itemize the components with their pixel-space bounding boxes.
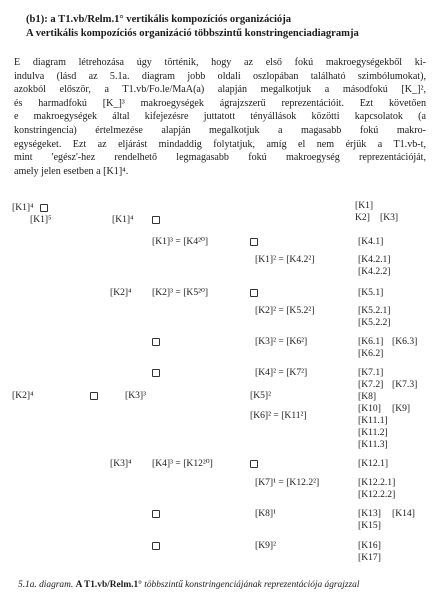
diagram-node: [K11.1] — [358, 415, 388, 426]
caption-text: többszintű konstringenciájának reprezentációja ágrajzzal — [144, 580, 360, 590]
paragraph-line: e makroegységek által kifejezésre juttatott tényállások közötti kapcsolatok (a — [14, 111, 426, 123]
diagram-node: [K9]² — [255, 540, 276, 551]
diagram-node: [K12.1] — [358, 458, 389, 469]
diagram-node: [K5.1] — [358, 287, 384, 298]
paragraph-line: azokból először, a T1.vb/Fo.le/MaA(a) alapján megalkotjuk a másodfokú [K_]², — [14, 84, 426, 96]
diagram-node: [K4.1] — [358, 236, 384, 247]
diagram-node: [K2]² = [K5.2²] — [255, 305, 315, 316]
diagram-node: [K6.2] — [358, 348, 384, 359]
diagram-node: K2] — [355, 212, 370, 223]
diagram-node: [K16] — [358, 540, 381, 551]
branch-box — [40, 202, 48, 213]
branch-box — [152, 367, 160, 378]
branch-box — [152, 214, 160, 225]
diagram-node: [K2]³ = [K5²⁰] — [152, 287, 209, 298]
diagram-node: [K4]³ = [K12²⁰] — [152, 458, 213, 469]
diagram-node: [K3]³ — [125, 390, 146, 401]
diagram-node: [K11.3] — [358, 439, 388, 450]
diagram-node: [K12.2.2] — [358, 489, 396, 500]
branch-box — [152, 508, 160, 519]
diagram-node: [K9] — [392, 403, 411, 414]
diagram-node: [K8]¹ — [255, 508, 276, 519]
diagram-node: [K13] — [358, 508, 381, 519]
diagram-node: [K4.2.2] — [358, 266, 391, 277]
branch-box — [250, 458, 258, 469]
paragraph-line: egységeket. Ezt az eljárást mindaddig folytatjuk, amíg el nem érjük a T1.vb-t, — [14, 138, 426, 150]
body-paragraph — [14, 56, 426, 178]
branch-box — [152, 336, 160, 347]
branch-box — [152, 540, 160, 551]
paragraph-line: indulva (lásd az 5.1a. diagram jobb oldali oszlopában található szimbólumokat), — [14, 70, 426, 82]
diagram-node: [K6.1] — [358, 336, 384, 347]
branch-box — [250, 287, 258, 298]
paragraph-line: konstringencia) értelmezése alapján megalkotjuk a magasabb fokú makro- — [14, 124, 426, 136]
section-subheading: A vertikális kompozíciós organizáció többszintű konstringenciadiagramja — [26, 28, 359, 39]
diagram-node: [K1]⁴ — [112, 214, 134, 225]
diagram-node: [K1]⁵ — [30, 214, 52, 225]
caption-label: 5.1a. diagram. — [18, 580, 74, 590]
diagram-node: [K4.2.1] — [358, 254, 391, 265]
diagram-node: [K5.2.2] — [358, 317, 391, 328]
section-heading: (b1): a T1.vb/Relm.1° vertikális kompozíciós organizációja — [26, 14, 292, 25]
diagram-node: [K3]⁴ — [110, 458, 132, 469]
diagram-node: [K6]² = [K11²] — [250, 410, 307, 421]
diagram-node: [K7.2] — [358, 379, 384, 390]
diagram-node: [K12.2.1] — [358, 477, 396, 488]
paragraph-line: és harmadfokú [K_]³ makroegységek ágrajzszerű reprezentációit. Ezt követően — [14, 97, 426, 109]
diagram-node: [K5.2.1] — [358, 305, 391, 316]
diagram-node: [K5]² — [250, 390, 271, 401]
caption-bold: A T1.vb/Relm.1° — [75, 580, 142, 590]
diagram-node: [K2]⁴ — [12, 390, 34, 401]
diagram-node: [K1]² = [K4.2²] — [255, 254, 315, 265]
branch-box — [250, 236, 258, 247]
diagram-node: [K7.3] — [392, 379, 418, 390]
diagram-node: [K15] — [358, 520, 381, 531]
diagram-node: [K3] — [380, 212, 399, 223]
diagram-node: [K7.1] — [358, 367, 384, 378]
diagram-node: [K6.3] — [392, 336, 418, 347]
diagram-node: [K8] — [358, 391, 377, 402]
branch-box — [90, 390, 98, 401]
diagram-node: [K4]² = [K7²] — [255, 367, 308, 378]
diagram-node: [K1] — [355, 200, 374, 211]
paragraph-line: amely jelen esetben a [K1]⁴. — [14, 165, 129, 177]
diagram-node: [K11.2] — [358, 427, 388, 438]
paragraph-line: mint 'egész'-hez rendelhető legmagasabb fokú makroegység reprezentációját, — [14, 152, 426, 164]
diagram-node: [K1]³ = [K4²⁰] — [152, 236, 209, 247]
diagram-node: [K14] — [392, 508, 415, 519]
diagram-node: [K2]⁴ — [110, 287, 132, 298]
diagram-node: [K3]² = [K6²] — [255, 336, 308, 347]
diagram-node: [K17] — [358, 552, 381, 563]
diagram-node: [K7]¹ = [K12.2²] — [255, 477, 320, 488]
paragraph-line: E diagram létrehozása úgy történik, hogy az első fokú makroegységekből ki- — [14, 57, 426, 68]
diagram-node: [K10] — [358, 403, 381, 414]
diagram-node: [K1]⁴ — [12, 202, 34, 213]
diagram-caption — [18, 580, 359, 590]
